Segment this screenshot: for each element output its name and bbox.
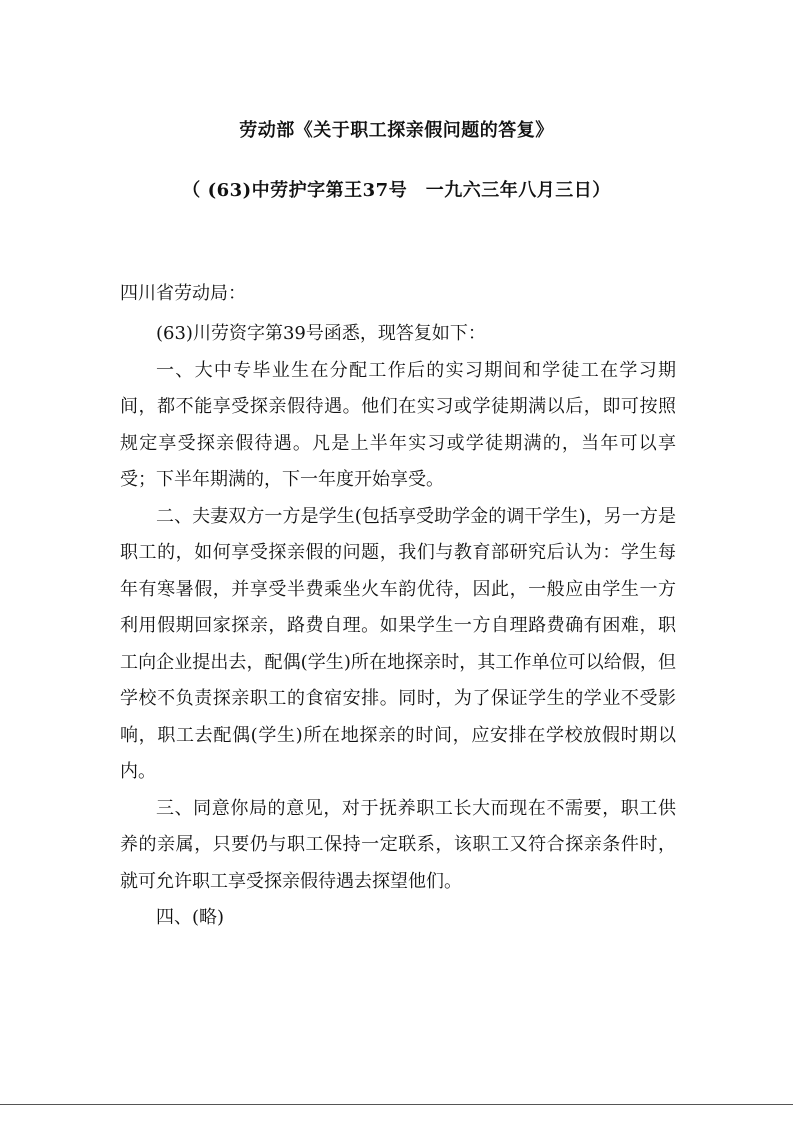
- document-body: [120, 316, 676, 937]
- page-bottom-divider: [0, 1104, 793, 1105]
- paragraph-intro: (63)川劳资字第39号函悉，现答复如下：: [156, 323, 486, 344]
- document-subtitle: （ (63)中劳护字第王37号 一九六三年八月三日）: [182, 180, 611, 201]
- paragraph-two: 二、夫妻双方一方是学生(包括享受助学金的调干学生)，另一方是职工的，如何享受探亲假的问题，我们与教育部研究后认为：学生每年有寒暑假，并享受半费乘坐火车韵优待，因此，一般应由学生一方利用假期回家探亲，路费自理。如果学生一方自理路费确有困难，职工向企业提出去，配偶(学生)所在地探亲时，其工作单位可以给假，但学校不负责探亲职工的食宿安排。同时，为了保证学生的学业不受影响，职工去配偶(学生)所在地探亲的时间，应安排在学校放假时期以内。: [120, 505, 676, 782]
- paragraph-one: 一、大中专毕业生在分配工作后的实习期间和学徒工在学习期间，都不能享受探亲假待遇。他们在实习或学徒期满以后，即可按照规定享受探亲假待遇。凡是上半年实习或学徒期满的，当年可以享受；下半年期满的，下一年度开始享受。: [120, 359, 676, 490]
- paragraph-three: 三、同意你局的意见，对于抚养职工长大而现在不需要，职工供养的亲属，只要仍与职工保持一定联系，该职工又符合探亲条件时，就可允许职工享受探亲假待遇去探望他们。: [120, 797, 676, 892]
- salutation: 四川省劳动局：: [120, 283, 246, 304]
- paragraph-four: 四、(略): [156, 907, 225, 928]
- document-title: 劳动部《关于职工探亲假问题的答复》: [239, 120, 554, 141]
